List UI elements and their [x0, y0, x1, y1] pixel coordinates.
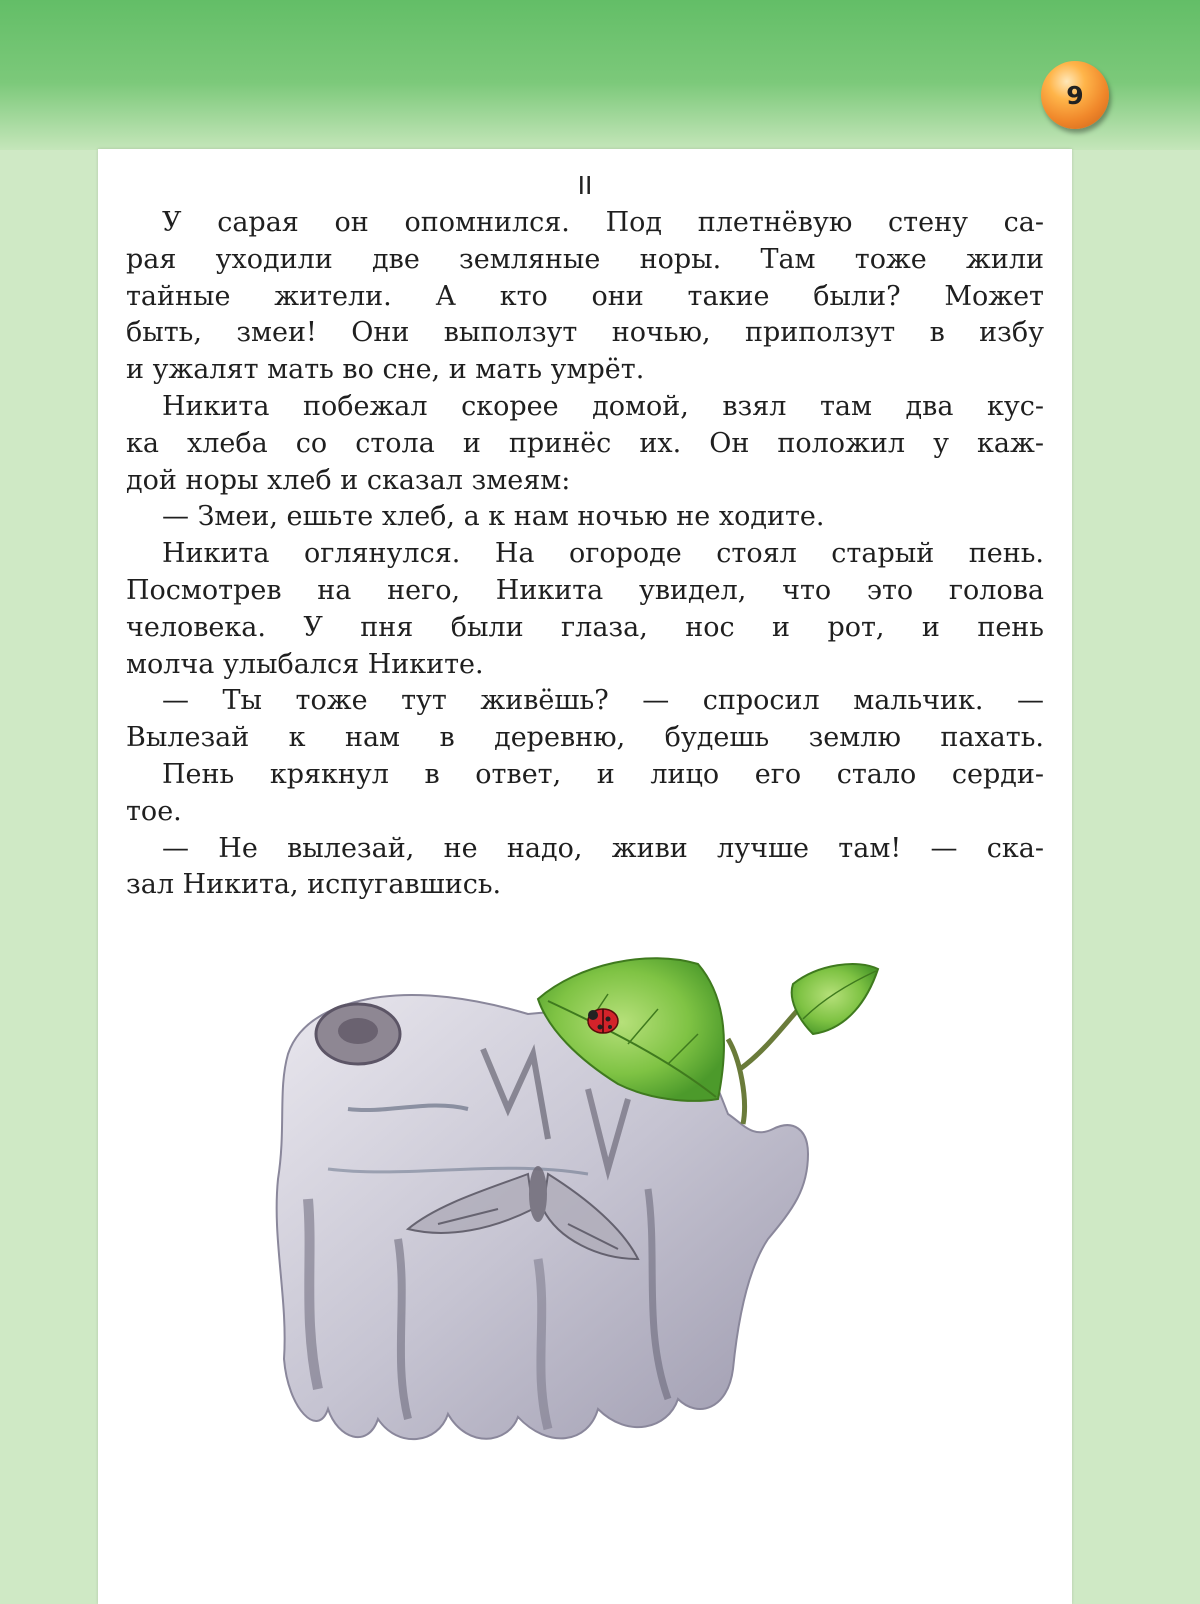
text-line: У сарая он опомнился. Под плетнёвую стену са- — [162, 207, 1044, 238]
page-number-badge: 9 — [1041, 61, 1109, 129]
text-line: Пень крякнул в ответ, и лицо его стало серди- — [162, 758, 1044, 790]
text-line: быть, змеи! Они выползут ночью, приползут в избу — [126, 317, 1044, 349]
text-line: молча улыбался Никите. — [126, 648, 484, 680]
text-line: и ужалят мать во сне, и мать умрёт. — [126, 354, 645, 386]
text-line: Посмотрев на него, Никита увидел, что это голова — [126, 574, 1044, 606]
text-panel — [98, 149, 1072, 1604]
stump-illustration — [248, 939, 928, 1479]
text-line: Вылезай к нам в деревню, будешь землю пахать. — [126, 722, 1044, 754]
text-line: человека. У пня были глаза, нос и рот, и пень — [126, 611, 1044, 643]
text-line: тайные жители. А кто они такие были? Может — [126, 280, 1044, 312]
story-text — [126, 205, 1044, 904]
text-line: ка хлеба со стола и принёс их. Он положил у каж- — [126, 427, 1044, 459]
header-band — [0, 0, 1200, 150]
twig — [728, 999, 808, 1124]
text-line: рая уходили две земляные норы. Там тоже жили — [126, 243, 1044, 275]
text-line: дой норы хлеб и сказал змеям: — [126, 464, 571, 496]
text-line: Никита оглянулся. На огороде стоял старый пень. — [162, 538, 1044, 570]
ladybug-icon — [588, 1009, 618, 1033]
text-line: Никита побежал скорее домой, взял там два кус- — [162, 390, 1044, 422]
small-leaf — [792, 964, 878, 1034]
chapter-mark: II — [577, 171, 593, 200]
text-line: зал Никита, испугавшись. — [126, 869, 502, 901]
text-line: тое. — [126, 795, 182, 827]
text-line: — Ты тоже тут живёшь? — спросил мальчик. — — [162, 685, 1044, 717]
text-line: — Змеи, ешьте хлеб, а к нам ночью не ходите. — [162, 501, 825, 533]
text-line: — Не вылезай, не надо, живи лучше там! — ска- — [162, 832, 1044, 864]
